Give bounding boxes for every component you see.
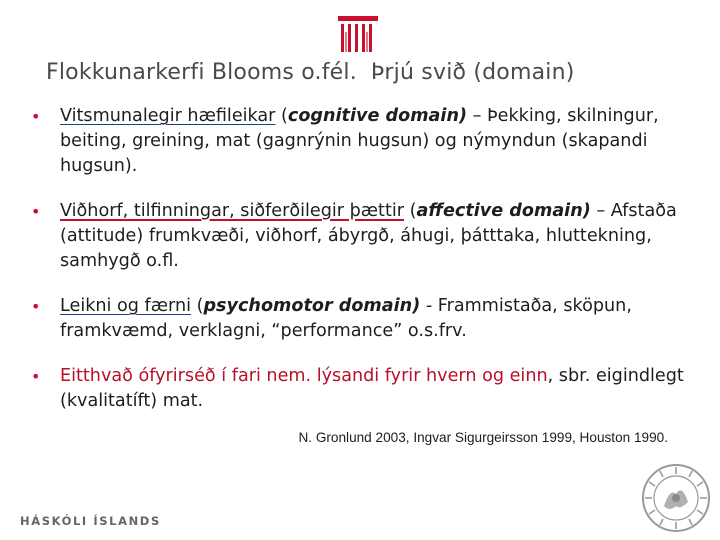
slide-title-sub: Þrjú svið (domain) <box>370 60 575 85</box>
bullet-cognitive <box>28 104 688 179</box>
references: N. Gronlund 2003, Ingvar Sigurgeirsson 1999, Houston 1990. <box>298 430 668 445</box>
bullet-domain: affective domain) <box>416 201 591 221</box>
bullet-term: Viðhorf, tilfinningar, siðferðilegir þættir <box>60 201 404 221</box>
bullet-highlight: Eitthvað ófyrirséð í fari nem. lýsandi fyrir hvern og einn <box>60 366 548 386</box>
slide-title <box>46 60 686 85</box>
university-building-icon <box>336 14 380 54</box>
bullet-list <box>28 104 688 414</box>
bullet-affective <box>28 199 688 274</box>
slide-title-main: Flokkunarkerfi Blooms o.fél. <box>46 60 357 85</box>
bullet-text: – Þekking, skilningur, beiting, greining, mat (gagnrýnin hugsun) og nýmyndun (skapandi hugsun). <box>60 106 659 176</box>
bullet-text: – Afstaða (attitude) frumkvæði, viðhorf, ábyrgð, áhugi, þátttaka, hluttekning, samhygð o.fl. <box>60 201 677 271</box>
bullet-domain: cognitive domain) <box>287 106 468 126</box>
bullet-dot-icon: • <box>31 107 41 126</box>
bullet-dot-icon: • <box>31 367 41 386</box>
bullet-dot-icon: • <box>31 202 41 221</box>
institution-name: HÁSKÓLI ÍSLANDS <box>20 514 161 528</box>
bullet-text: - Frammistaða, sköpun, framkvæmd, verklagni, “performance” o.s.frv. <box>60 296 632 341</box>
bullet-text: , sbr. eigindlegt (kvalitatíft) mat. <box>60 366 684 411</box>
bullet-term: Vitsmunalegir hæfileikar <box>60 106 276 126</box>
bullet-term: Leikni og færni <box>60 296 191 316</box>
bullet-dot-icon: • <box>31 297 41 316</box>
bullet-unforeseen <box>28 364 688 414</box>
bullet-paren: ( <box>403 201 417 221</box>
bullet-paren: ( <box>275 106 288 126</box>
bullet-paren: ( <box>190 296 204 316</box>
bullet-domain: psychomotor domain) <box>203 296 421 316</box>
bullet-psychomotor <box>28 294 688 344</box>
university-seal-icon <box>640 462 712 534</box>
